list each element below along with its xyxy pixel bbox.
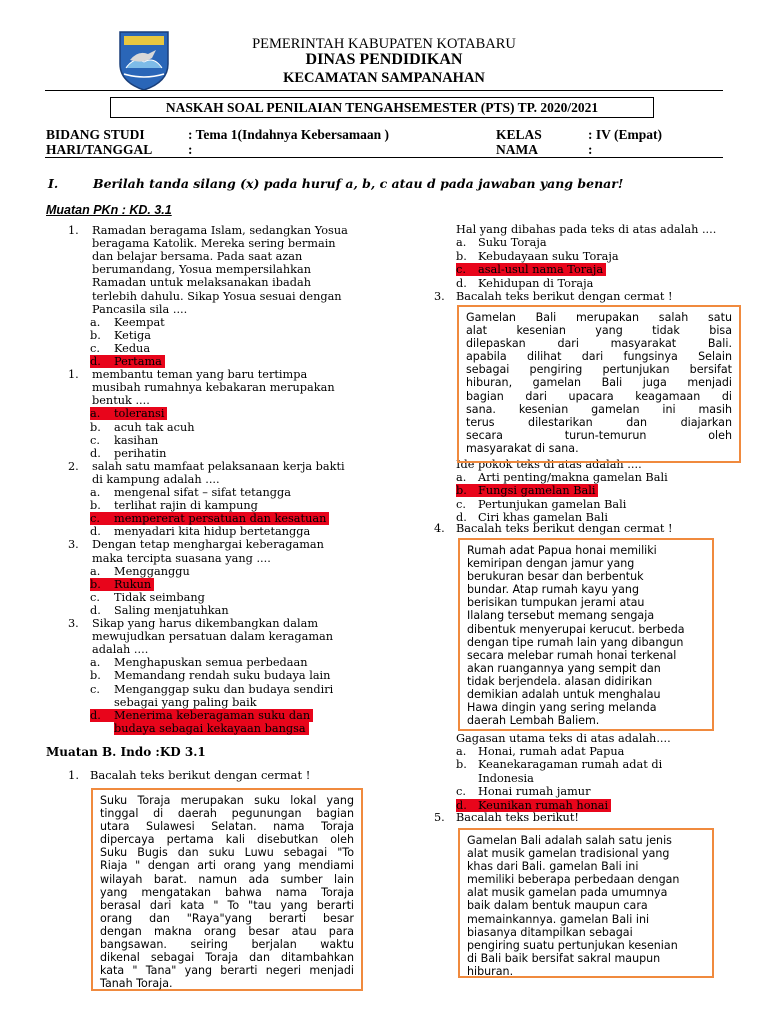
correct-answer-highlight: asal-usul nama Toraja: [478, 263, 606, 276]
option-letter: c.: [90, 341, 100, 355]
option-text: [478, 772, 534, 785]
option-letter: d.: [90, 709, 115, 722]
option-text: [478, 758, 662, 771]
passage-line: dengan makna orang besar atau para: [100, 924, 354, 938]
question-number: 1.: [68, 368, 79, 382]
text-box-gamelan-2: [458, 828, 714, 978]
line-text: Kedua: [114, 341, 151, 355]
line-text: Arti penting/makna gamelan Bali: [478, 471, 668, 484]
passage-line: kata " Tana" yang berarti negeri menjadi: [100, 964, 354, 978]
question-text: [92, 394, 150, 407]
question-number: 2.: [68, 459, 79, 473]
text-box-honai: [458, 538, 714, 731]
option-text: [114, 447, 166, 460]
option-letter: b.: [90, 669, 101, 683]
hari-label: HARI/TANGGAL: [46, 142, 153, 157]
line-text: Bacalah teks berikut dengan cermat !: [456, 522, 673, 535]
option-letter: b.: [90, 499, 101, 513]
passage-line: berukuran besar dan berbentuk: [467, 570, 644, 584]
indo-question-1: 1. Bacalah teks berikut dengan cermat !: [68, 768, 311, 782]
option-letter: b.: [90, 578, 115, 591]
option-letter: a.: [456, 236, 467, 250]
option-letter: d.: [456, 511, 467, 525]
line-text: Pancasila sila ....: [92, 302, 188, 316]
line-text: Tidak seimbang: [114, 590, 205, 604]
passage-line: akan ruangannya yang sempit dan: [467, 661, 661, 675]
line-text: Sikap yang harus dikembangkan dalam: [92, 617, 319, 630]
option-letter: 3.: [434, 290, 445, 303]
option-letter: a.: [90, 564, 101, 578]
line-text: terlebih dahulu. Sikap Yosua sesuai dengan: [92, 289, 342, 303]
line-text: Memandang rendah suku budaya lain: [114, 669, 331, 683]
option-text: [114, 316, 165, 329]
option-text: [114, 512, 329, 525]
option-text: [114, 683, 333, 696]
line-text: Indonesia: [478, 771, 534, 785]
passage-line: Gamelan Bali merupakan salah satu: [466, 311, 732, 324]
meta-divider: [45, 157, 723, 158]
line-text: Kehidupan di Toraja: [478, 276, 594, 290]
passage-line: Suku Toraja merupakan suku lokal yang: [100, 794, 354, 807]
option-text: [114, 578, 154, 591]
question-text: [456, 290, 673, 303]
option-letter: b.: [90, 328, 101, 342]
option-letter: d.: [90, 603, 101, 617]
passage-line: berisikan tumpukan jerami atau: [467, 596, 645, 610]
option-text: [114, 591, 205, 604]
line-text: bentuk ....: [92, 394, 150, 408]
line-text: dan belajar bersama. Pada saat azan: [92, 250, 303, 264]
question-text: [92, 381, 335, 394]
passage-line: alat kesenian yang tidak bisa: [466, 324, 732, 338]
passage-line: apabila dilihat dari fungsinya Selain: [466, 350, 732, 364]
option-letter: d.: [90, 355, 115, 368]
option-text: [114, 486, 291, 499]
passage-line: memiliki beberapa perbedaan dengan: [467, 873, 680, 887]
passage-line: sebagai pengiring pertunjukan bersifat: [466, 363, 732, 377]
passage-line: hiburan.: [467, 964, 514, 978]
line-text: menyadari kita hidup bertetangga: [114, 525, 311, 539]
option-letter: d.: [456, 799, 481, 812]
exam-title: NASKAH SOAL PENILAIAN TENGAHSEMESTER (PTS) TP. 2020/2021: [110, 97, 654, 118]
question-text: [92, 303, 187, 316]
passage-line: baik dalam bentuk maupun cara: [467, 899, 648, 913]
header-line1: PEMERINTAH KABUPATEN KOTABARU: [252, 36, 516, 52]
option-text: [478, 745, 624, 758]
option-text: [478, 498, 626, 511]
question-text: [92, 538, 324, 551]
passage-line: Gamelan Bali adalah salah satu jenis: [467, 834, 672, 847]
passage-line: di Bali baik bersifat sakral maupun: [467, 951, 661, 965]
nama-value: :: [588, 142, 593, 157]
option-text: [114, 669, 330, 682]
correct-answer-highlight: toleransi: [114, 407, 167, 420]
passage-line: wilayah barat. namun ada sumber lain: [100, 872, 354, 886]
question-text: [456, 223, 716, 236]
option-letter: d.: [90, 446, 101, 460]
option-text: [114, 656, 308, 669]
option-text: [114, 525, 310, 538]
correct-answer-highlight: Keunikan rumah honai: [478, 799, 611, 812]
passage-line: dengan tipe rumah lain yang dibangun: [467, 635, 684, 649]
line-text: Ramadan beragama Islam, sedangkan Yosua: [92, 224, 348, 237]
option-letter: c.: [456, 497, 466, 511]
line-text: Keanekaragaman rumah adat di: [478, 758, 663, 772]
passage-line: alat musik gamelan pada umumnya: [467, 886, 668, 900]
option-letter: b.: [456, 249, 467, 263]
line-text: acuh tak acuh: [114, 420, 195, 434]
passage-line: berasal dari kata " To "tau yang berarti: [100, 898, 354, 912]
passage-line: bundar. Atap rumah kayu yang: [467, 583, 639, 597]
passage-line: secara melebar rumah honai terkenal: [467, 648, 677, 662]
option-text: [114, 342, 150, 355]
line-text: Honai rumah jamur: [478, 785, 591, 799]
passage-line: alat musik gamelan tradisional yang: [467, 847, 670, 861]
passage-line: Ilalang tersebut memang sengaja: [467, 609, 655, 623]
question-text: [92, 473, 220, 486]
passage-line: yang mengatakan bahwa nama Toraja: [100, 885, 354, 899]
line-text: sebagai yang paling baik: [114, 695, 257, 709]
line-text: Suku Toraja: [478, 236, 547, 250]
text-box-toraja: [91, 788, 363, 991]
line-text: Ide pokok teks di atas adalah ....: [456, 458, 642, 471]
line-text: di kampung adalah ....: [92, 472, 220, 486]
correct-answer-highlight: budaya sebagai kekayaan bangsa: [114, 722, 309, 735]
option-text: [114, 499, 258, 512]
hari-value: :: [188, 142, 193, 157]
option-text: [478, 785, 590, 798]
kelas-label: KELAS: [496, 127, 542, 142]
option-letter: d.: [456, 276, 467, 290]
line-text: Dengan tetap menghargai keberagaman: [92, 538, 324, 552]
line-text: Ramadan untuk melaksanakan ibadah: [92, 276, 311, 290]
passage-line: tidak berjendela. alasan didirikan: [467, 674, 653, 688]
option-text: [114, 421, 195, 434]
instruction-number: I.: [48, 176, 59, 191]
passage-line: kemiripan dengan jamur yang: [467, 557, 635, 571]
option-letter: b.: [456, 758, 467, 772]
option-letter: a.: [90, 486, 101, 499]
passage-line: memainkannya. gamelan Bali ini: [467, 912, 650, 926]
option-letter: c.: [456, 785, 466, 799]
option-text: [114, 696, 257, 709]
correct-answer-highlight: Fungsi gamelan Bali: [478, 484, 598, 497]
option-text: [114, 355, 165, 368]
passage-line: dibentuk menyerupai kerucut. berbeda: [467, 622, 685, 636]
passage-line: Tanah Toraja.: [100, 977, 173, 991]
option-text: [114, 722, 309, 735]
passage-line: biasanya ditampilkan sebagai: [467, 925, 633, 939]
question-text: [92, 276, 311, 289]
option-text: [478, 236, 547, 249]
line-text: Ciri khas gamelan Bali: [478, 511, 608, 525]
question-text: [456, 522, 673, 535]
passage-line: dilepaskan dari masyarakat Bali.: [466, 337, 732, 351]
line-text: Bacalah teks berikut dengan cermat !: [456, 290, 673, 303]
bidang-value: : Tema 1(Indahnya Kebersamaan ): [188, 127, 390, 142]
passage-line: bagian dari upacara keagamaan di: [466, 389, 732, 403]
line-text: Mengganggu: [114, 564, 190, 578]
line-text: musibah rumahnya kebakaran merupakan: [92, 381, 335, 395]
passage-line: pengiring suatu pertunjukan kesenian: [467, 938, 678, 952]
header-divider: [45, 90, 723, 91]
option-letter: 4.: [434, 522, 445, 535]
passage-line: Riaja " dengan arti orang yang mendiami: [100, 859, 354, 873]
line-text: membantu teman yang baru tertimpa: [92, 368, 308, 382]
option-text: [478, 471, 668, 484]
passage-line: Suku Bugis dan suku Luwu sebagai "To: [100, 846, 354, 860]
question-number: 3.: [68, 538, 79, 552]
line-text: Pertunjukan gamelan Bali: [478, 497, 627, 511]
passage-line: demikian adalah untuk menghalau: [467, 688, 661, 702]
correct-answer-highlight: mempererat persatuan dan kesatuan: [114, 512, 329, 525]
option-letter: b.: [90, 420, 101, 434]
option-letter: b.: [456, 484, 481, 497]
option-letter: d.: [90, 525, 101, 539]
option-letter: a.: [456, 471, 467, 484]
question-text: [92, 250, 302, 263]
line-text: beragama Katolik. Mereka sering bermain: [92, 237, 336, 251]
question-text: [92, 617, 318, 630]
section-indo: Muatan B. Indo :KD 3.1: [46, 745, 206, 759]
line-text: maka tercipta suasana yang ....: [92, 551, 271, 565]
option-text: [114, 709, 313, 722]
option-letter: c.: [90, 682, 100, 696]
passage-line: masyarakat di sana.: [466, 441, 579, 455]
line-text: berumandang, Yosua mempersilahkan: [92, 263, 311, 277]
question-text: [92, 290, 342, 303]
option-text: [114, 434, 158, 447]
option-text: [478, 250, 619, 263]
option-letter: c.: [90, 433, 100, 447]
question-number: 3.: [68, 617, 79, 630]
passage-line: dikenal sebagai Toraja dan ditambahkan: [100, 951, 354, 965]
passage-line: Hawa dingin yang sering melanda: [467, 701, 657, 715]
passage-line: orang dan "Raya"yang berarti besar: [100, 911, 354, 925]
option-letter: c.: [90, 590, 100, 604]
line-text: Menghapuskan semua perbedaan: [114, 656, 308, 670]
nama-label: NAMA: [496, 142, 538, 157]
option-text: [478, 277, 593, 290]
question-text: [92, 237, 336, 250]
question-text: [92, 368, 307, 381]
correct-answer-highlight: Rukun: [114, 578, 154, 591]
bidang-label: BIDANG STUDI: [46, 127, 145, 142]
line-text: Keempat: [114, 315, 165, 329]
passage-line: bangsawan. seiring berjalan waktu: [100, 938, 354, 952]
option-text: [114, 604, 229, 617]
question-text: [92, 552, 271, 565]
passage-line: secara turun-temurun oleh: [466, 428, 732, 442]
text-box-gamelan-1: [457, 305, 741, 463]
passage-line: hiburan, gamelan Bali juga menjadi: [466, 376, 732, 390]
option-text: [478, 263, 606, 276]
option-text: [114, 329, 151, 342]
option-letter: a.: [90, 315, 101, 329]
option-text: [114, 565, 190, 578]
option-letter: a.: [90, 656, 101, 670]
section-pkn: Muatan PKn : KD. 3.1: [46, 203, 172, 217]
question-number: 1.: [68, 224, 79, 237]
line-text: Ketiga: [114, 328, 151, 342]
passage-line: khas dari Bali. gamelan Bali ini: [467, 860, 639, 874]
passage-line: terus dilestarikan dan diajarkan: [466, 415, 732, 429]
line-text: Bacalah teks berikut!: [456, 811, 579, 824]
line-text: Honai, rumah adat Papua: [478, 745, 625, 758]
line-text: Kebudayaan suku Toraja: [478, 249, 619, 263]
option-letter: a.: [90, 407, 114, 420]
passage-line: daerah Lembah Baliem.: [467, 714, 600, 728]
line-text: perihatin: [114, 446, 167, 460]
line-text: Saling menjatuhkan: [114, 603, 229, 617]
correct-answer-highlight: Pertama: [114, 355, 165, 368]
kelas-value: : IV (Empat): [588, 127, 662, 142]
option-text: [478, 799, 611, 812]
line-text: Menganggap suku dan budaya sendiri: [114, 682, 334, 696]
question-text: [92, 263, 311, 276]
line-text: mewujudkan persatuan dalam keragaman: [92, 630, 334, 644]
option-letter: c.: [456, 263, 480, 276]
passage-line: Rumah adat Papua honai memiliki: [467, 544, 657, 557]
question-text: [92, 460, 345, 473]
option-letter: a.: [456, 745, 467, 758]
question-text: [92, 643, 148, 656]
line-text: adalah ....: [92, 643, 149, 657]
option-letter: c.: [90, 512, 114, 525]
option-text: [114, 407, 167, 420]
passage-line: tinggal di daerah pegunungan bagian: [100, 807, 354, 821]
passage-line: dipercaya pertama kali disebutkan oleh: [100, 833, 354, 847]
question-text: [92, 630, 333, 643]
question-text: [456, 732, 671, 745]
passage-line: utara Sulawesi Selatan. nama Toraja: [100, 820, 354, 834]
option-letter: 5.: [434, 811, 445, 824]
line-text: Gagasan utama teks di atas adalah....: [456, 732, 671, 745]
passage-line: sana. kesenian gamelan ini masih: [466, 402, 732, 416]
line-text: terlihat rajin di kampung: [114, 499, 258, 513]
instruction-text: Berilah tanda silang (x) pada huruf a, b, c atau d pada jawaban yang benar!: [93, 176, 624, 191]
option-text: [478, 484, 598, 497]
correct-answer-highlight: Menerima keberagaman suku dan: [114, 709, 313, 722]
line-text: kasihan: [114, 433, 159, 447]
line-text: mengenal sifat – sifat tetangga: [114, 486, 291, 499]
header-line3: KECAMATAN SAMPANAHAN: [283, 70, 485, 86]
line-text: Hal yang dibahas pada teks di atas adalah ....: [456, 223, 717, 236]
header-line2: DINAS PENDIDIKAN: [305, 51, 463, 68]
question-text: [92, 224, 348, 237]
line-text: salah satu mamfaat pelaksanaan kerja bakti: [92, 459, 345, 473]
question-text: [456, 811, 579, 824]
